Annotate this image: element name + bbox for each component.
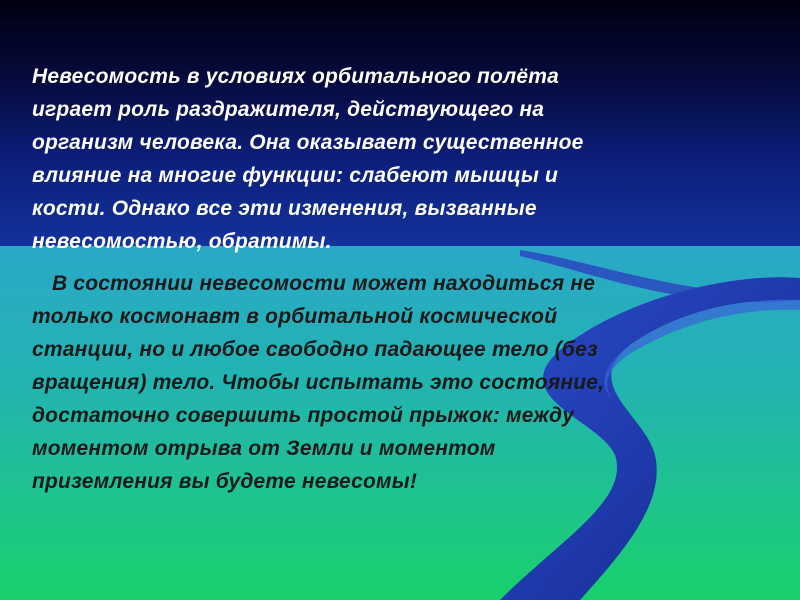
paragraph-weightlessness-states: В состоянии невесомости может находиться не только космонавт в орбитальной космической станции, но и любое свободно падающее тело (без вращения) тело. Чтобы испытать это состояние, достаточно совершить простой прыжок: между моментом отрыва от Земли и моментом приземления вы будете невесомы! (32, 272, 605, 493)
paragraph-weightlessness-effects: Невесомость в условиях орбитального полёта играет роль раздражителя, действующего на организм человека. Она оказывает существенное влияние на многие функции: слабеют мышцы и кости. Однако все эти изменения, вызванные невесомостью, обратимы. (32, 65, 584, 253)
